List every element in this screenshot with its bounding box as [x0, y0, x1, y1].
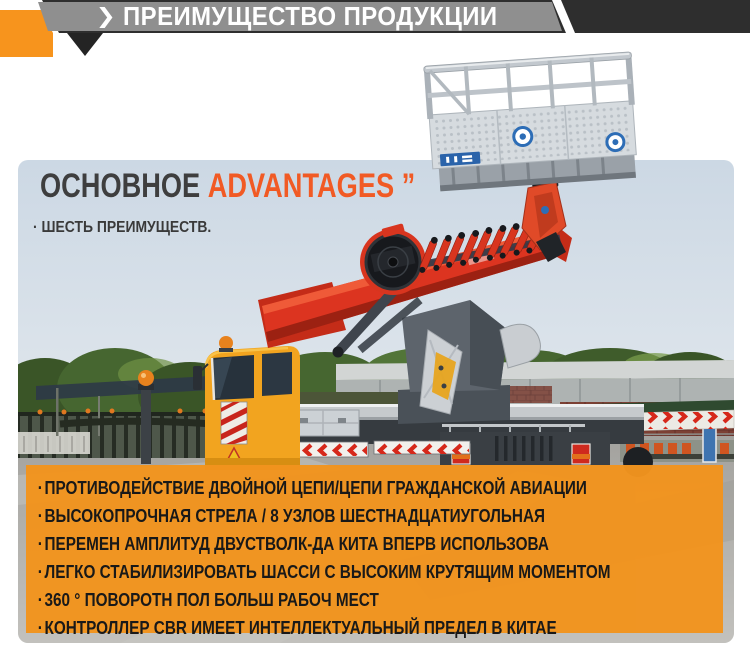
bullet-marker: ·: [37, 506, 43, 526]
advantage-item: ·ПРОТИВОДЕЙСТВИЕ ДВОЙНОЙ ЦЕПИ/ЦЕПИ ГРАЖДАНСКОЙ АВИАЦИИ: [36, 474, 723, 502]
advantage-item: ·ЛЕГКО СТАБИЛИЗИРОВАТЬ ШАССИ С ВЫСОКИМ КРУТЯЩИМ МОМЕНТОМ: [36, 558, 723, 586]
subtitle-bullet-marker: ·: [33, 219, 38, 236]
advantage-item: ·ПЕРЕМЕН АМПЛИТУД ДВУСТВОЛК-ДА КИТА ВПЕРВ ИСПОЛЬЗОВА: [36, 530, 723, 558]
advantages-panel: [26, 465, 723, 638]
bullet-marker: ·: [37, 478, 43, 498]
section-header: [97, 0, 530, 33]
hero-title: [40, 168, 509, 204]
bullet-marker: ·: [37, 590, 43, 610]
chevron-right-icon: ❯: [95, 5, 116, 28]
hero-subtitle-text: ШЕСТЬ ПРЕИМУЩЕСТВ.: [41, 219, 212, 236]
section-header-title: ПРЕИМУЩЕСТВО ПРОДУКЦИИ: [122, 1, 498, 31]
advantage-item: ·ВЫСОКОПРОЧНАЯ СТРЕЛА / 8 УЗЛОВ ШЕСТНАДЦАТИУГОЛЬНАЯ: [36, 502, 723, 530]
hero-subtitle: [33, 219, 238, 237]
advantage-item: ·КОНТРОЛЛЕР CBR ИМЕЕТ ИНТЕЛЛЕКТУАЛЬНЫЙ ПРЕДЕЛ В КИТАЕ: [36, 614, 723, 642]
equipment-row-left: [18, 409, 262, 459]
bullet-marker: ·: [37, 618, 43, 638]
hero-title-primary: ОСНОВНОЕ: [40, 167, 201, 205]
hero-title-accent: ADVANTAGES ”: [207, 167, 416, 205]
bullet-marker: ·: [37, 534, 43, 554]
advantage-item: ·360 ° ПОВОРОТН ПОЛ БОЛЬШ РАБОЧ МЕСТ: [36, 586, 723, 614]
bullet-marker: ·: [37, 562, 43, 582]
